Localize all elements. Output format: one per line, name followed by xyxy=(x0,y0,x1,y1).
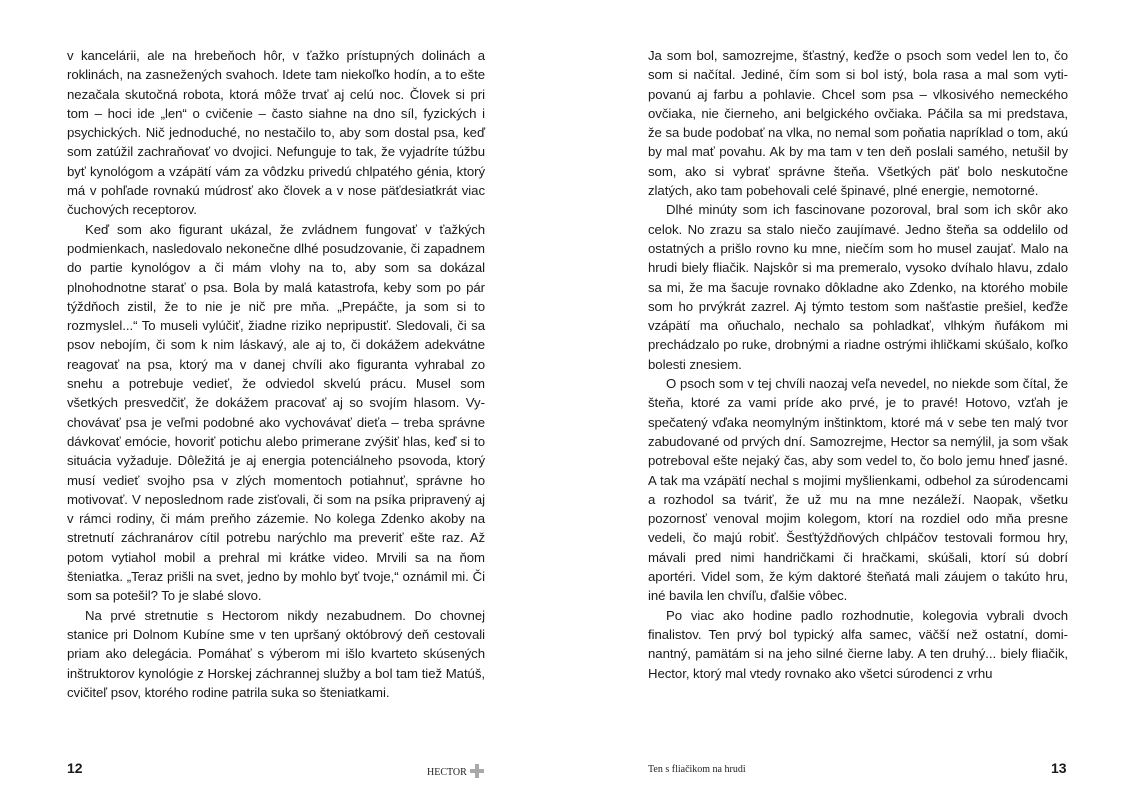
paragraph: Na prvé stretnutie s Hectorom nikdy nezabudnem. Do chovnej stanice pri Dolnom Kubíne sme v ten upršaný októbrový deň cestovali priam ako delegácia. Pomáhať s výberom mi išlo kvarteto skúsených inštruktorov kynológie z Horskej záchrannej služby a bol tam tiež Matúš, cvičiteľ psov, ktorého rodine patrila suka so šteniatkami. xyxy=(67,607,485,700)
book-title: HECTOR xyxy=(427,767,467,778)
paragraph: Keď som ako figurant ukázal, že zvládnem fungovať v ťažkých podmienkach, nasledovalo nekonečne dlhé posudzovanie, či zapadnem do partie kynológov a či mám vlohy na to, aby som sa dokázal plnohodnotne starať o psa. Bola by malá katastrofa, keby som po pár týždňoch zistil, že to nie je nič pre mňa. „Prepáčte, ja som si to rozmyslel...“ To museli vylúčiť, žiadne riziko nepripustiť. Sledovali, či sa psov nebojím, či som k nim láskavý, ale aj to, či dokážem adekvátne reagovať na psa, ktorý ma v danej chvíli ako figuranta vyhrabal zo snehu a potrebuje vedieť, že odviedol skvelú prácu. Musel som všetkých presvedčiť, že dokážem pracovať aj so svojím hlasom. Vychovávať psa je veľmi podobné ako vychovávať dieťa – treba správne dávkovať emócie, hovoriť potichu alebo primerane zvýšiť hlas, keď si to situácia vyžaduje. Dôležitá je aj energia potenciálneho psovoda, ktorý musí vedieť svojho psa v zlých momentoch potiahnuť, správne ho motivovať. V neposlednom rade zisťovali, či som na psíka pripravený aj v rámci rodiny, či mám preňho zázemie. No kolega Zdenko akoby na stretnutí záchranárov cítil potrebu narýchlo ma preveriť ešte raz. Až potom vytiahol mobil a prehral mi krátke video. Mrvili sa na ňom šteniatka. „Teraz prišli na svet, jedno by mohlo byť tvoje,“ oznámil mi. Či som sa potešil? To je slabé slovo. xyxy=(67,221,485,604)
paragraph: O psoch som v tej chvíli naozaj veľa nevedel, no niekde som čítal, že šteňa, ktoré za vami príde ako prvé, je to pravé! Hotovo, vzťah je spečatený vďaka neomylným inštinktom, ktoré má v sebe ten malý tvor zabudované od prvých dní. Samozrejme, Hector sa nemýlil, ja som však potreboval ešte nejaký čas, aby som vedel to, čo bolo jemu hneď jasné. A tak ma vzápätí nechal s mojimi myšlienkami, odbehol za súrodencami a rozhodol sa tváriť, že už mu na mne nezáleží. Naopak, všetku pozornosť venoval mojim kolegom, ktorí na rozdiel odo mňa presne vedeli, čo majú robiť. Šesťtýždňových chlpáčov testovali formou hry, mávali pred nimi handričkami či hračkami, skúšali, ktorí sú dobrí aportéri. Videl som, že kým daktoré šteňatá mali záujem o takúto hru, iné bavila len chvíľu, ďalšie vôbec. xyxy=(648,376,1068,604)
paragraph: Dlhé minúty som ich fascinovane pozoroval, bral som ich skôr ako celok. No zrazu sa stalo niečo zaujímavé. Jedno šteňa sa oddelilo od ostatných a prišlo rovno ku mne, niečím som ho musel zaujať. Malo na hrudi biely fliačik. Najskôr si ma premeralo, vysoko dvíhalo hlavu, zdalo sa mi, že ma šacuje rovnako dôkladne ako Zdenko, na ktorého mobile som ho prvýkrát zazrel. Aj týmto testom som našťastie prešiel, keďže vzápätí ma oňuchalo, nechalo sa pohladkať, vlhkým ňufákom mi prechádzalo po ruke, drobnými a riadne ostrými ihličkami skúšalo, koľko bolesti znesiem. xyxy=(648,202,1068,372)
paragraph: Ja som bol, samozrejme, šťastný, keďže o psoch som vedel len to, čo som si načítal. Jediné, čím som si bol istý, bola rasa a mal som vytipovanú aj farbu a pohlavie. Chcel som psa – vlkosivého nemeckého ovčiaka, nie čierneho, ani belgického ovčiaka. Páčila sa mi predstava, že sa bude podobať na vlka, no nemal som poňatia napríklad o tom, akú by mal mať povahu. Ak by ma tam v ten deň poslali samého, netušil by som, ako si vybrať správne šteňa. Všetkých päť bolo neskutočne zlatých, ako tam pobehovali celé špinavé, plné energie, nemotorné. xyxy=(648,48,1068,199)
right-page-body xyxy=(648,46,1068,683)
page-number-left: 12 xyxy=(67,760,83,776)
paragraph: v kancelárii, ale na hrebeňoch hôr, v ťažko prístupných dolinách a roklinách, na zasnežených svahoch. Idete tam niekoľko hodín, a to ešte nezačala skutočná robota, ktorá môže trvať aj celú noc. Človek si pri tom – hoci ide „len“ o cvičenie – často siahne na dno síl, fyzických i psychických. Nič jednoduché, no nestačilo to, aby som dostal psa, keď som zatúžil zachraňovať vo dvojici. Nefunguje to tak, že vyjadríte túžbu byť kynológom a vzápätí vám za vôdzku privedú chlpatého génia, ktorý má v pohľade rovnakú múdrosť ako človek a v nose päťdesiatkrát viac čuchových receptorov. xyxy=(67,48,485,218)
page-number-right: 13 xyxy=(1051,760,1067,776)
chapter-title: Ten s fliačikom na hrudi xyxy=(648,764,746,775)
paragraph: Po viac ako hodine padlo rozhodnutie, kolegovia vybrali dvoch finalistov. Ten prvý bol typický alfa samec, väčší než ostatní, dominantný, pamätám si na jeho silné čierne laby. A ten druhý... biely fliačik, Hector, ktorý mal vtedy rovnako ako všetci súrodenci z vrhu xyxy=(648,607,1068,681)
